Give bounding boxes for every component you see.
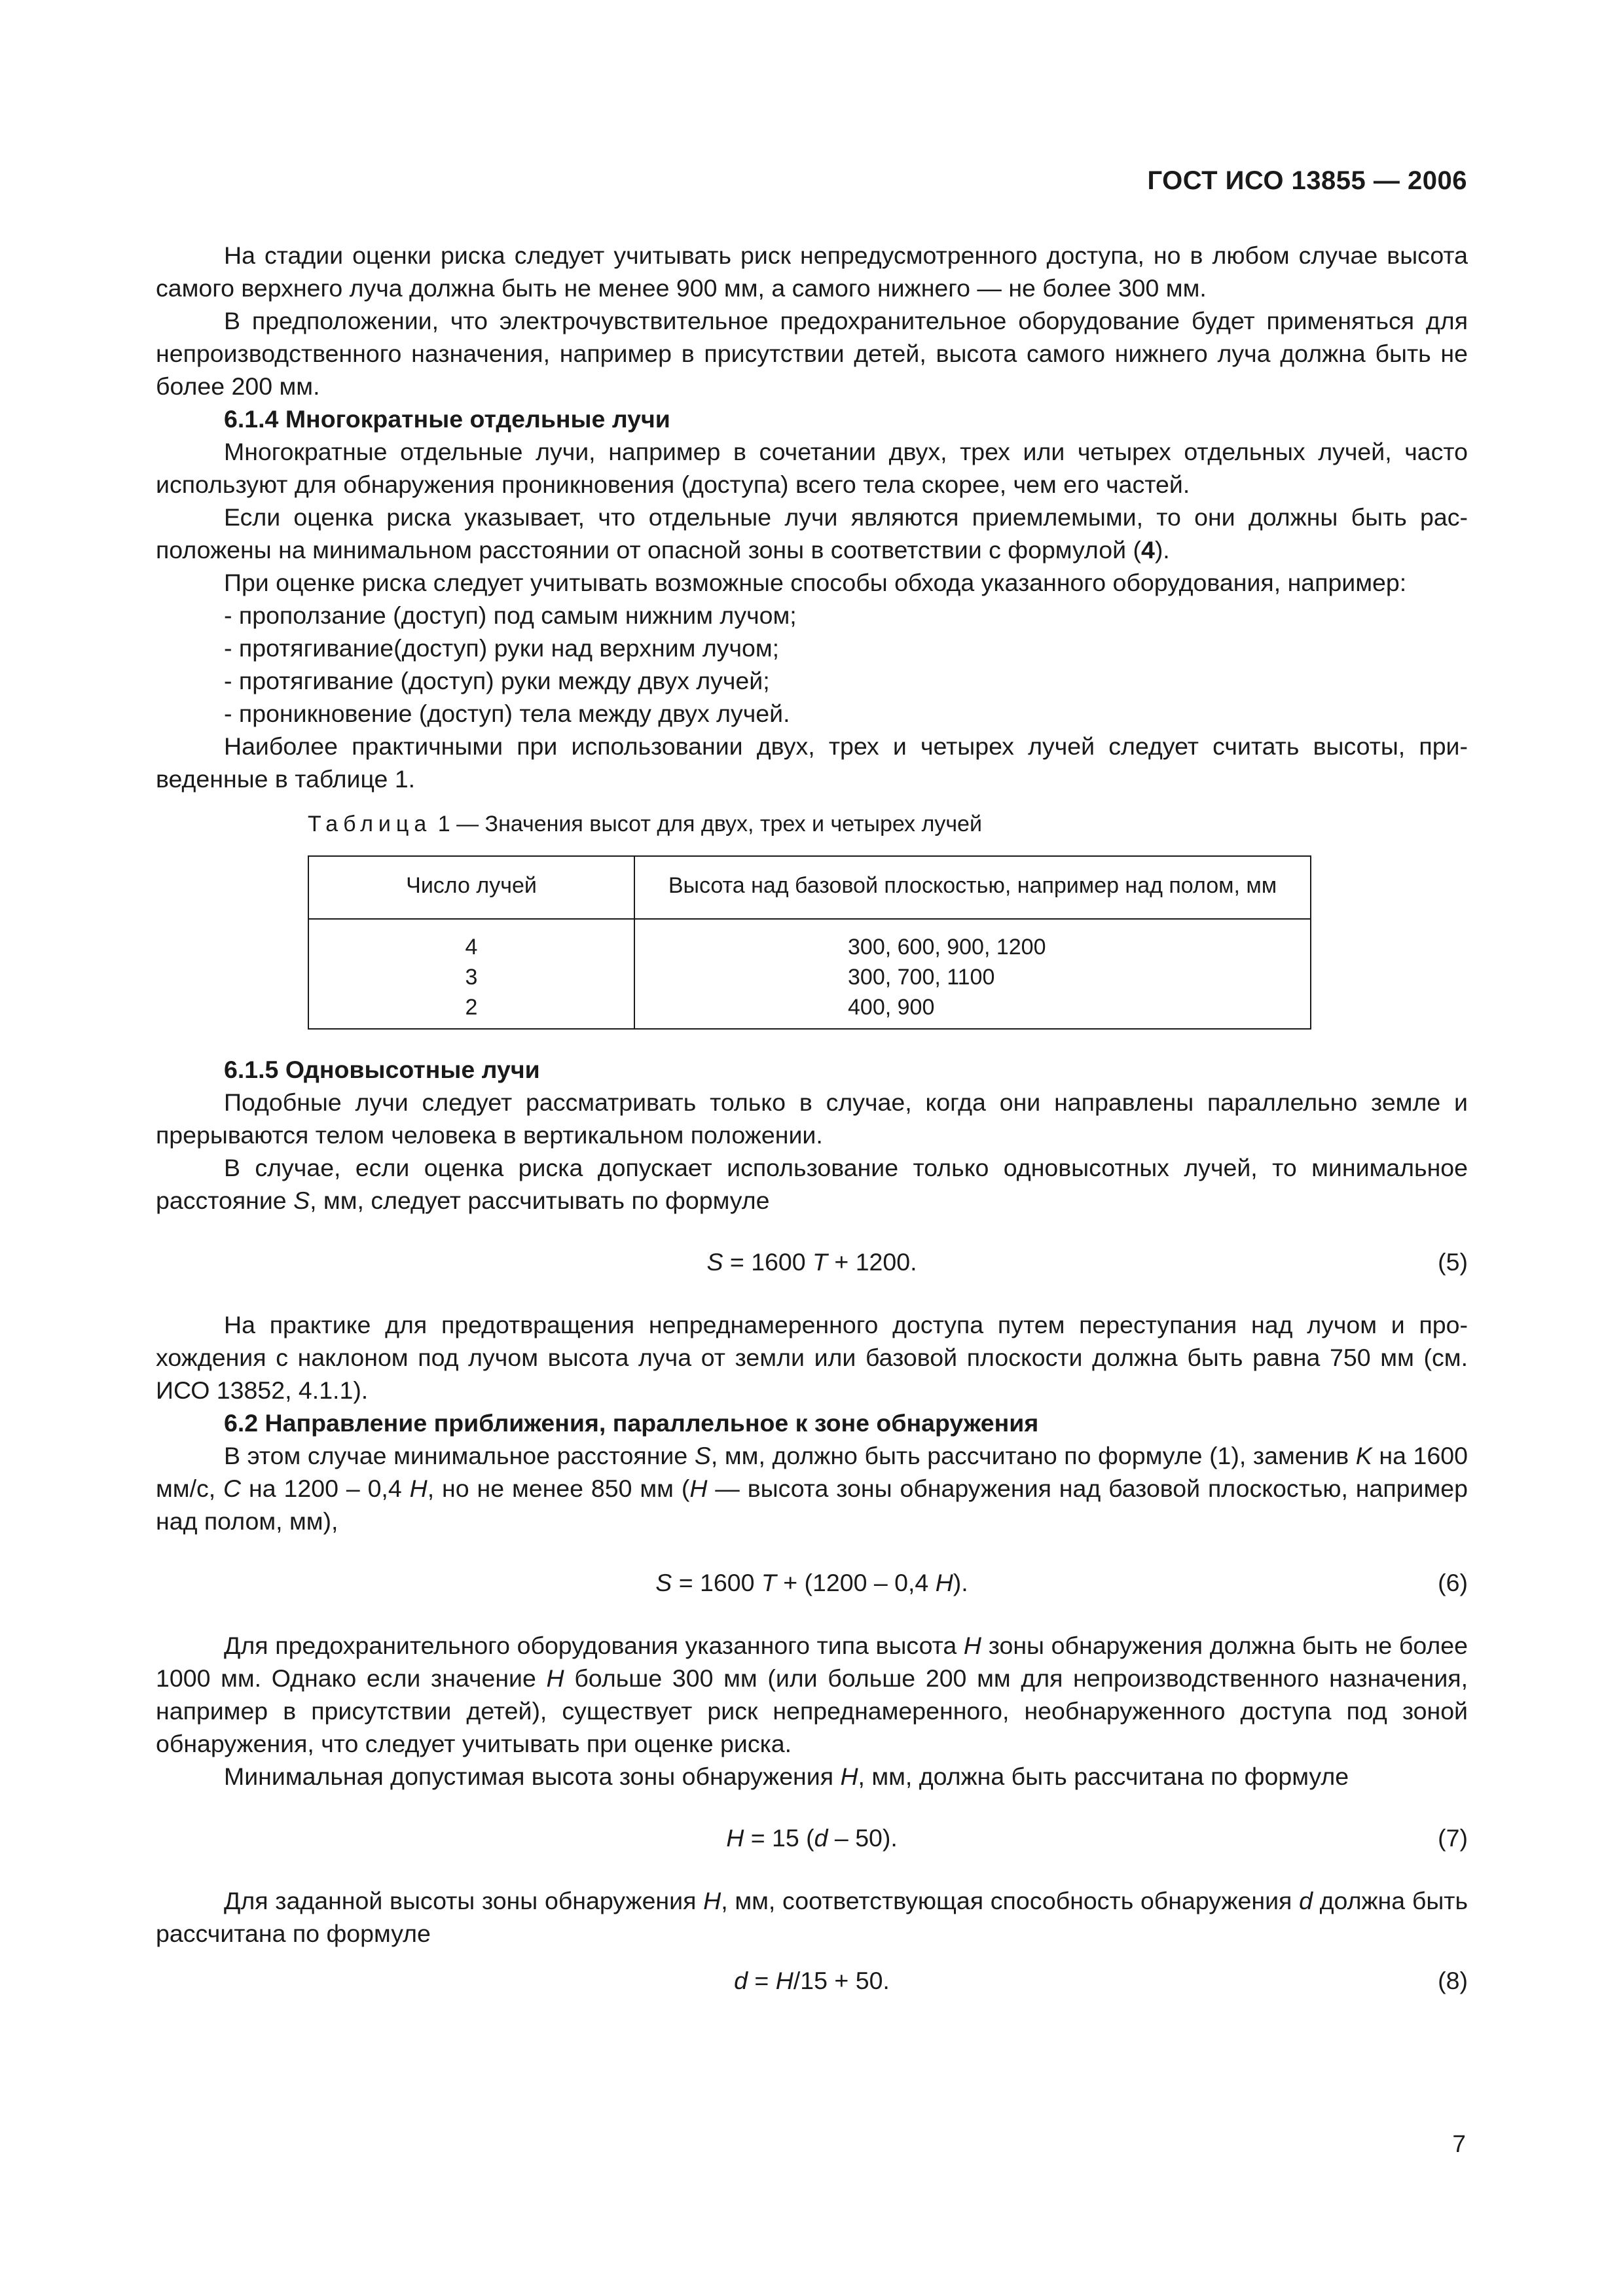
var-h: H <box>840 1763 858 1790</box>
formula-text: – 50). <box>828 1824 898 1852</box>
formula-text: + (1200 – 0,4 <box>776 1569 936 1596</box>
cell-heights: 300, 600, 900, 1200 <box>634 919 1311 962</box>
cell-rays: 2 <box>308 992 634 1029</box>
text-run: зоны обнаружения должна быть не более 1000 мм. Однако если значение <box>156 1632 1468 1692</box>
var-h: H <box>409 1475 428 1502</box>
var-h: H <box>726 1824 744 1852</box>
spacer <box>156 1030 1468 1053</box>
var-s: S <box>706 1248 723 1276</box>
table-caption-text: 1 — Значения высот для двух, трех и четырех лучей <box>431 812 982 836</box>
formula-expression <box>156 1964 1468 1997</box>
formula-expression <box>156 1821 1468 1854</box>
text-run: Для заданной высоты зоны обнаружения <box>224 1887 704 1914</box>
table-row <box>308 992 1311 1029</box>
text-run: , мм, соответствующая способность обнаружения <box>721 1887 1300 1914</box>
var-s: S <box>694 1442 711 1469</box>
text-run: должна быть рассчитана по формуле <box>156 1887 1468 1947</box>
var-t: T <box>812 1248 828 1276</box>
paragraph <box>156 1884 1468 1950</box>
formula-text: = 1600 <box>672 1569 761 1596</box>
text-run: , но не менее 850 мм ( <box>427 1475 690 1502</box>
paragraph: Многократные отдельные лучи, например в сочетании двух, трех или четырех отдельных лучей, часто используют для обнаружения проникновения (доступа) всего тела скорее, чем его частей. <box>156 438 1468 498</box>
paragraph: В предположении, что электрочувствительное предохранительное оборудование будет применяться для непроизводственного назначения, например в присутствии детей, высота самого нижнего луча должна быть не более 200 мм. <box>156 307 1468 400</box>
formula-expression <box>156 1566 1468 1599</box>
var-h: H <box>703 1887 721 1914</box>
formula-text: + 1200. <box>827 1248 917 1276</box>
paragraph <box>156 501 1468 566</box>
paragraph: Наиболее практичными при использовании двух, трех и четырех лучей следует считать высоты, приведенные в таблице 1. <box>156 732 1468 793</box>
list-item: - протягивание (доступ) руки между двух лучей; <box>224 667 770 694</box>
list-item: - проползание (доступ) под самым нижним лучом; <box>224 601 797 629</box>
table-row <box>308 919 1311 962</box>
var-d: d <box>814 1824 828 1852</box>
formula-expression <box>156 1246 1468 1278</box>
formula-ref: 4 <box>1140 536 1155 564</box>
paragraph <box>156 1760 1468 1793</box>
formula-number: (6) <box>1438 1569 1468 1596</box>
formula-number: (5) <box>1438 1248 1468 1276</box>
var-t: T <box>761 1569 776 1596</box>
list-item: - проникновение (доступ) тела между двух лучей. <box>224 700 790 727</box>
var-h: H <box>775 1967 793 1994</box>
page-content <box>156 239 1468 2027</box>
text-run: Для предохранительного оборудования указанного типа высота <box>224 1632 964 1659</box>
paragraph: На практике для предотвращения непреднамеренного доступа путем переступания над лучом и прохождения с наклоном под лучом высота луча от земли или базовой плоскости должна быть равна 750 мм (см. ИСО 13852, 4.1.1). <box>156 1311 1468 1404</box>
column-header-height: Высота над базовой плоскостью, например над полом, мм <box>634 856 1311 919</box>
formula-text: = 15 ( <box>744 1824 814 1852</box>
var-h: H <box>963 1632 982 1659</box>
table-row <box>308 962 1311 992</box>
formula-8 <box>156 1964 1468 1997</box>
formula-text: = <box>748 1967 776 1994</box>
text-run: на 1200 – 0,4 <box>241 1475 410 1502</box>
table-caption-label: Таблица <box>308 812 432 836</box>
list-item: - протягивание(доступ) руки над верхним лучом; <box>224 634 780 662</box>
paragraph: При оценке риска следует учитывать возможные способы обхода указанного оборудования, например: <box>224 569 1407 596</box>
table-1 <box>308 855 1311 1030</box>
table-header-row <box>308 856 1311 919</box>
var-h: H <box>689 1475 708 1502</box>
formula-number: (7) <box>1438 1824 1468 1852</box>
text-run: , мм, следует рассчитывать по формуле <box>310 1187 770 1214</box>
var-s: S <box>655 1569 672 1596</box>
cell-rays: 4 <box>308 919 634 962</box>
var-d: d <box>734 1967 748 1994</box>
text-run: на 1600 мм/с, <box>156 1442 1468 1502</box>
text-run: , мм, должна быть рассчитана по формуле <box>858 1763 1349 1790</box>
paragraph: На стадии оценки риска следует учитывать риск непредусмотренного доступа, но в любом случае высота самого верхнего луча должна быть не менее 900 мм, а самого нижнего — не более 300 мм. <box>156 242 1468 302</box>
var-h: H <box>935 1569 953 1596</box>
var-d: d <box>1299 1887 1313 1914</box>
var-k: K <box>1355 1442 1372 1469</box>
text-run: , мм, должно быть рассчитано по формуле (1), заменив <box>710 1442 1356 1469</box>
page-number: 7 <box>1452 2130 1466 2157</box>
formula-5 <box>156 1246 1468 1278</box>
formula-6 <box>156 1566 1468 1599</box>
formula-text: /15 + 50. <box>793 1967 890 1994</box>
formula-text: = 1600 <box>723 1248 813 1276</box>
cell-heights: 300, 700, 1100 <box>634 962 1311 992</box>
text-run: — высота зоны обнаружения над базовой плоскостью, например над полом, мм), <box>156 1475 1468 1535</box>
var-s: S <box>293 1187 310 1214</box>
paragraph: Подобные лучи следует рассматривать только в случае, когда они направлены параллельно земле и прерываются телом человека в вертикальном положении. <box>156 1088 1468 1149</box>
cell-heights: 400, 900 <box>634 992 1311 1029</box>
formula-number: (8) <box>1438 1967 1468 1994</box>
paragraph <box>156 1439 1468 1537</box>
text-run: Минимальная допустимая высота зоны обнаружения <box>224 1763 841 1790</box>
text-run: В случае, если оценка риска допускает использование только одновысотных лучей, то минимальное расстояние <box>156 1154 1468 1214</box>
cell-rays: 3 <box>308 962 634 992</box>
paragraph <box>156 1629 1468 1760</box>
formula-7 <box>156 1821 1468 1854</box>
formula-text: ). <box>953 1569 968 1596</box>
section-heading-6-2: 6.2 Направление приближения, параллельное к зоне обнаружения <box>224 1409 1039 1437</box>
var-c: C <box>223 1475 242 1502</box>
paragraph <box>156 1151 1468 1217</box>
paragraph-text-end: ). <box>1154 536 1170 564</box>
table-caption <box>308 810 1468 838</box>
column-header-rays: Число лучей <box>308 856 634 919</box>
section-heading-6-1-4: 6.1.4 Многократные отдельные лучи <box>224 405 670 433</box>
section-heading-6-1-5: 6.1.5 Одновысотные лучи <box>224 1056 540 1083</box>
text-run: больше 300 мм (или больше 200 мм для непроизводственного назначения, например в присутствии детей), существует риск непреднамеренного, необнаруженного доступа под зоной обнаружения, что следует учитывать при оценке риска. <box>156 1664 1468 1757</box>
paragraph-text: Если оценка риска указывает, что отдельные лучи являются приемлемыми, то они должны быть расположены на минимальном расстоянии от опасной зоны в соответствии с формулой ( <box>156 503 1468 564</box>
text-run: В этом случае минимальное расстояние <box>224 1442 695 1469</box>
var-h: H <box>546 1664 564 1692</box>
document-header: ГОСТ ИСО 13855 — 2006 <box>1147 166 1467 195</box>
